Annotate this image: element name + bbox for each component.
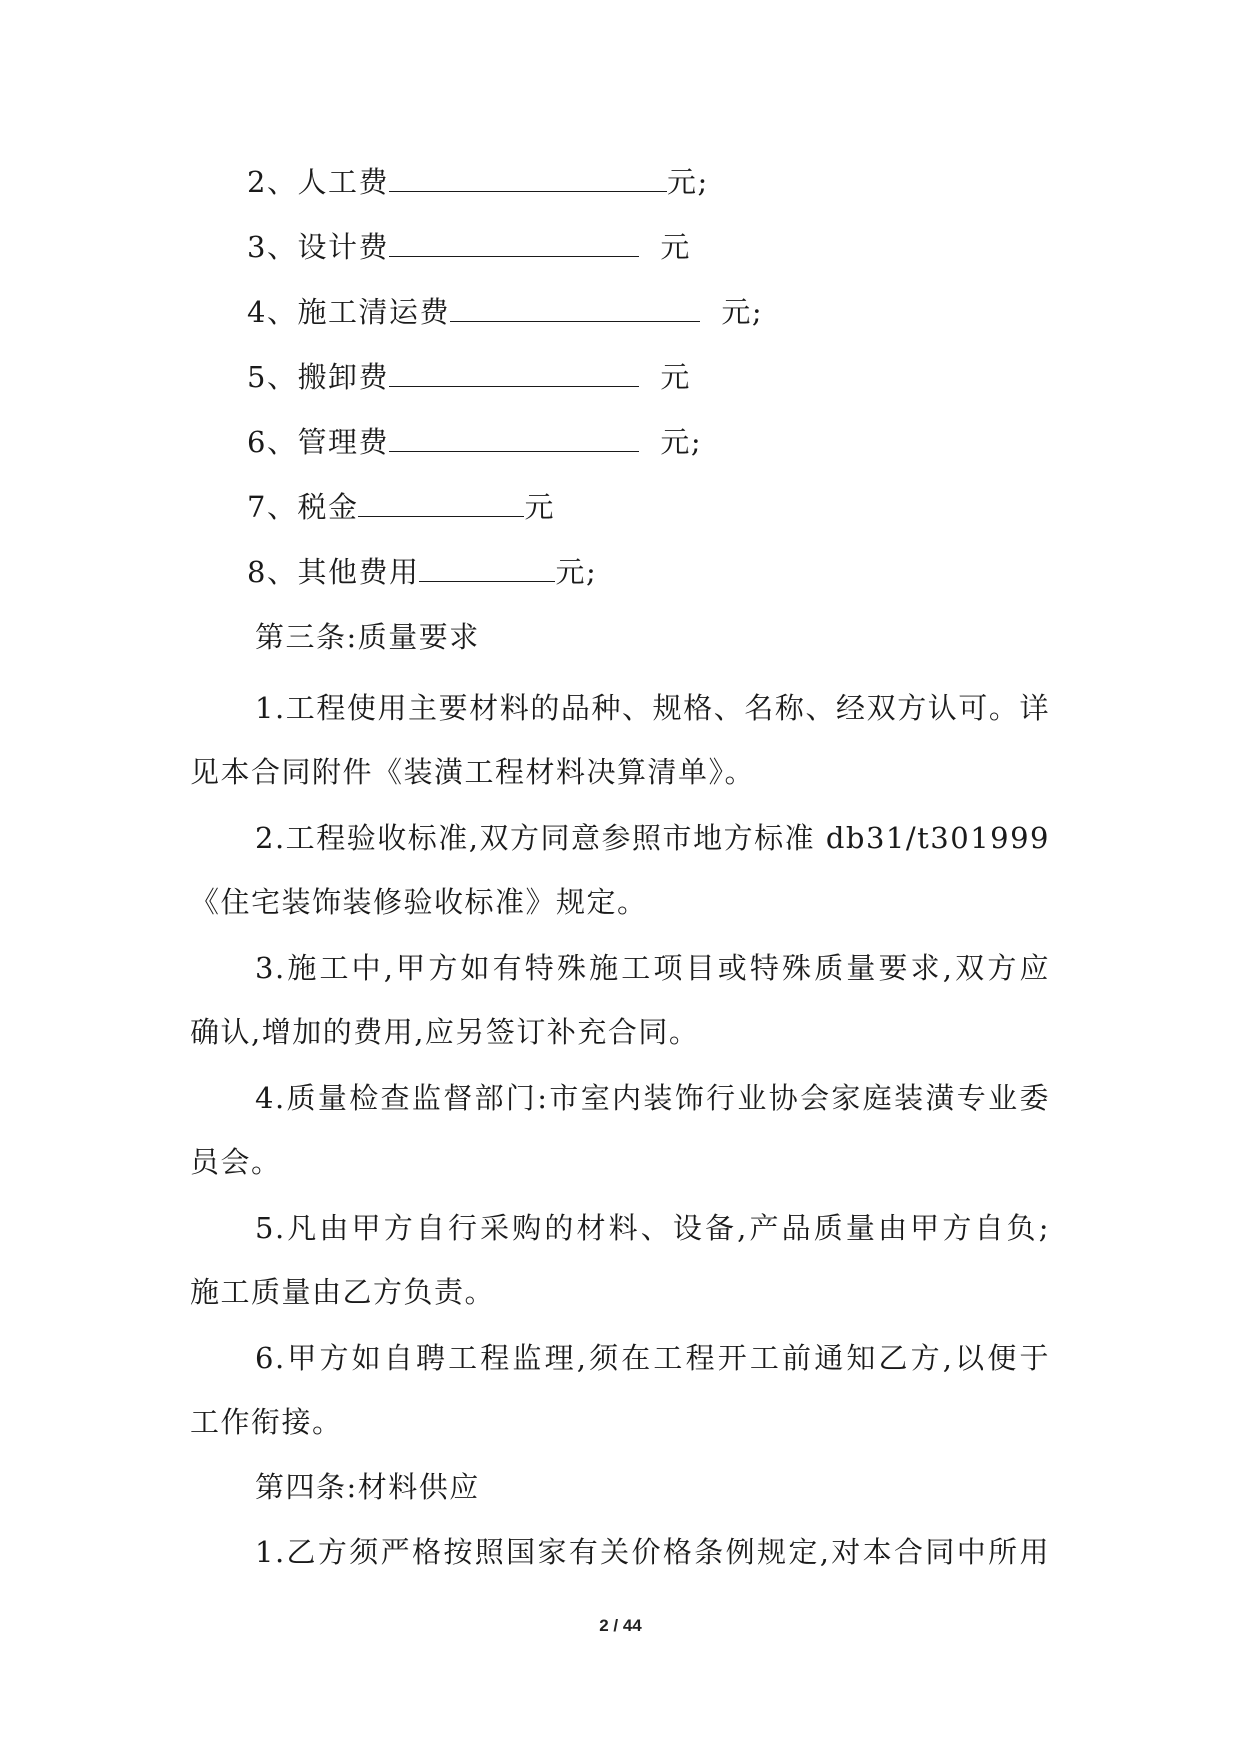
- paragraph-line: 员会。: [190, 1145, 282, 1179]
- fee-suffix: 元: [524, 490, 555, 524]
- fee-item: [247, 227, 691, 267]
- paragraph-line: 施工质量由乙方负责。: [190, 1275, 496, 1309]
- fee-item: [247, 292, 763, 332]
- section-heading: 第三条:质量要求: [255, 620, 480, 654]
- fee-item: [247, 552, 597, 592]
- fee-label: 3、设计费: [247, 230, 389, 264]
- fee-item: [247, 162, 709, 202]
- fill-blank: [389, 358, 639, 387]
- paragraph-line: 1.工程使用主要材料的品种、规格、名称、经双方认可。详: [255, 691, 1050, 725]
- fill-blank: [389, 423, 639, 452]
- fill-blank: [450, 293, 700, 322]
- paragraph-line: 见本合同附件《装潢工程材料决算清单》。: [190, 755, 756, 789]
- fee-item: [247, 357, 691, 397]
- fee-suffix: 元;: [721, 295, 764, 329]
- fee-suffix: 元;: [555, 555, 598, 589]
- paragraph-line: 工作衔接。: [190, 1405, 343, 1439]
- fee-item: [247, 487, 555, 527]
- fee-suffix: 元: [660, 360, 691, 394]
- fill-blank: [389, 228, 639, 257]
- paragraph-line: 3.施工中,甲方如有特殊施工项目或特殊质量要求,双方应: [255, 951, 1050, 985]
- paragraph-line: 2.工程验收标准,双方同意参照市地方标准 db31/t301999: [255, 821, 1050, 855]
- paragraph-line: 6.甲方如自聘工程监理,须在工程开工前通知乙方,以便于: [255, 1341, 1050, 1375]
- paragraph-line: 4.质量检查监督部门:市室内装饰行业协会家庭装潢专业委: [255, 1081, 1050, 1115]
- fee-label: 4、施工清运费: [247, 295, 450, 329]
- fill-blank: [419, 553, 555, 582]
- paragraph-line: 5.凡由甲方自行采购的材料、设备,产品质量由甲方自负;: [255, 1211, 1050, 1245]
- paragraph-line: 1.乙方须严格按照国家有关价格条例规定,对本合同中所用: [255, 1535, 1050, 1569]
- page-number: 2 / 44: [599, 1616, 642, 1635]
- fill-blank: [358, 488, 524, 517]
- fee-suffix: 元;: [660, 425, 703, 459]
- paragraph-line: 确认,增加的费用,应另签订补充合同。: [190, 1015, 700, 1049]
- fee-label: 5、搬卸费: [247, 360, 389, 394]
- fee-label: 8、其他费用: [247, 555, 420, 589]
- fee-label: 6、管理费: [247, 425, 389, 459]
- fee-label: 7、税金: [247, 490, 359, 524]
- fill-blank: [389, 163, 667, 192]
- fee-suffix: 元;: [666, 165, 709, 199]
- fee-label: 2、人工费: [247, 165, 389, 199]
- paragraph-line: 《住宅装饰装修验收标准》规定。: [190, 885, 648, 919]
- fee-item: [247, 422, 702, 462]
- fee-suffix: 元: [660, 230, 691, 264]
- section-heading: 第四条:材料供应: [255, 1470, 480, 1504]
